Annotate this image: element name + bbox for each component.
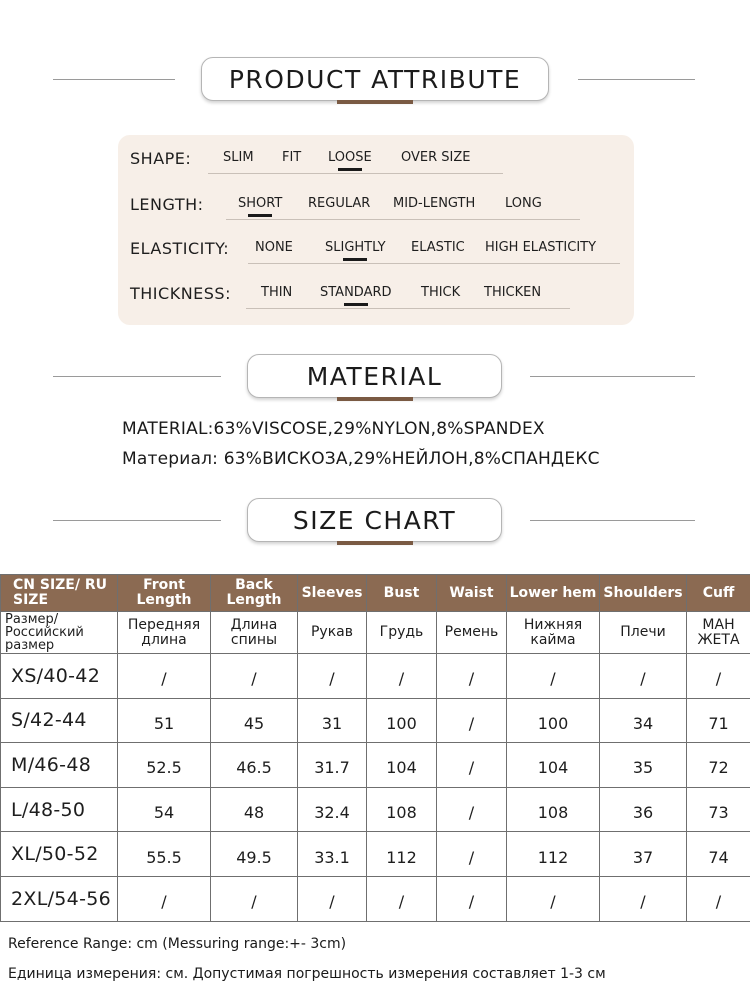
table-row xyxy=(1,787,750,832)
value-cell: / xyxy=(437,743,507,788)
header-line-right xyxy=(530,520,695,521)
column-header-ru: Размер/ Российский размер xyxy=(1,612,118,654)
header-line-left xyxy=(53,520,221,521)
table-row xyxy=(1,698,750,743)
attr-option: THICK xyxy=(421,285,461,300)
value-cell: / xyxy=(298,654,367,699)
material-text-en: MATERIAL:63%VISCOSE,29%NYLON,8%SPANDEX xyxy=(122,419,545,439)
value-cell: / xyxy=(437,787,507,832)
value-cell: / xyxy=(367,876,437,921)
value-cell: 73 xyxy=(687,787,750,832)
value-cell: 71 xyxy=(687,698,750,743)
value-cell: / xyxy=(687,654,750,699)
attr-label: SHAPE: xyxy=(130,149,192,168)
header-accent-bar xyxy=(337,397,413,401)
value-cell: 108 xyxy=(367,787,437,832)
value-cell: 36 xyxy=(600,787,687,832)
value-cell: / xyxy=(437,832,507,877)
size-cell: L/48-50 xyxy=(1,787,118,832)
value-cell: 72 xyxy=(687,743,750,788)
attr-option: OVER SIZE xyxy=(401,150,471,165)
header-accent-bar xyxy=(337,541,413,545)
column-header-ru: Плечи xyxy=(600,612,687,654)
column-header-ru: Грудь xyxy=(367,612,437,654)
value-cell: / xyxy=(437,876,507,921)
table-row xyxy=(1,654,750,699)
attr-option: FIT xyxy=(282,150,302,165)
value-cell: 55.5 xyxy=(118,832,211,877)
header-line-left xyxy=(53,79,175,80)
attr-option-selected: SLIGHTLY xyxy=(325,240,386,255)
attr-option: REGULAR xyxy=(308,196,371,211)
value-cell: / xyxy=(211,654,298,699)
value-cell: / xyxy=(507,876,600,921)
attr-row-shape xyxy=(130,145,630,175)
attr-option-selected: STANDARD xyxy=(320,285,392,300)
value-cell: 37 xyxy=(600,832,687,877)
attr-option-selected: SHORT xyxy=(238,196,283,211)
value-cell: / xyxy=(118,654,211,699)
column-header: Bust xyxy=(367,575,437,612)
attr-option: HIGH ELASTICITY xyxy=(485,240,597,255)
attr-option: ELASTIC xyxy=(411,240,465,255)
value-cell: 32.4 xyxy=(298,787,367,832)
attr-row-thickness xyxy=(130,280,630,310)
value-cell: 49.5 xyxy=(211,832,298,877)
attr-row-elasticity xyxy=(130,235,630,265)
column-header-ru: Нижняя кайма xyxy=(507,612,600,654)
attr-underline xyxy=(208,173,503,174)
reference-note-en: Reference Range: cm (Messuring range:+- 3cm) xyxy=(8,936,347,952)
column-header: Sleeves xyxy=(298,575,367,612)
value-cell: 46.5 xyxy=(211,743,298,788)
size-cell: XS/40-42 xyxy=(1,654,118,699)
value-cell: 33.1 xyxy=(298,832,367,877)
attr-underline xyxy=(248,263,620,264)
header-line-left xyxy=(53,376,221,377)
column-header: Lower hem xyxy=(507,575,600,612)
section-title: SIZE CHART xyxy=(247,498,502,542)
column-header-ru: МАН ЖЕТА xyxy=(687,612,750,654)
column-header: Back Length xyxy=(211,575,298,612)
attr-row-length xyxy=(130,191,630,221)
header-line-right xyxy=(578,79,695,80)
attr-label: ELASTICITY: xyxy=(130,239,230,258)
attr-option: SLIM xyxy=(223,150,254,165)
attr-underline xyxy=(226,219,580,220)
attr-option: NONE xyxy=(255,240,293,255)
value-cell: / xyxy=(118,876,211,921)
value-cell: 35 xyxy=(600,743,687,788)
reference-note-ru: Единица измерения: см. Допустимая погрешность измерения составляет 1-3 см xyxy=(8,966,606,982)
column-header: Shoulders xyxy=(600,575,687,612)
value-cell: 74 xyxy=(687,832,750,877)
value-cell: 34 xyxy=(600,698,687,743)
header-accent-bar xyxy=(337,100,413,104)
table-row xyxy=(1,832,750,877)
column-header-ru: Длина спины xyxy=(211,612,298,654)
attr-label: LENGTH: xyxy=(130,195,204,214)
size-chart-header xyxy=(0,498,750,544)
attr-option-selected: LOOSE xyxy=(328,150,372,165)
value-cell: 112 xyxy=(507,832,600,877)
column-header: Front Length xyxy=(118,575,211,612)
attr-underline xyxy=(246,308,570,309)
product-attribute-box xyxy=(118,135,634,325)
column-header: Cuff xyxy=(687,575,750,612)
value-cell: 31.7 xyxy=(298,743,367,788)
value-cell: 45 xyxy=(211,698,298,743)
size-cell: S/42-44 xyxy=(1,698,118,743)
column-header-ru: Ремень xyxy=(437,612,507,654)
column-header: CN SIZE/ RU SIZE xyxy=(1,575,118,612)
value-cell: 52.5 xyxy=(118,743,211,788)
attr-option: THICKEN xyxy=(484,285,542,300)
attr-label: THICKNESS: xyxy=(130,284,231,303)
value-cell: / xyxy=(687,876,750,921)
size-cell: M/46-48 xyxy=(1,743,118,788)
value-cell: / xyxy=(507,654,600,699)
table-row xyxy=(1,876,750,921)
attr-option: MID-LENGTH xyxy=(393,196,476,211)
section-title: PRODUCT ATTRIBUTE xyxy=(201,57,549,101)
value-cell: / xyxy=(367,654,437,699)
size-cell: XL/50-52 xyxy=(1,832,118,877)
value-cell: 112 xyxy=(367,832,437,877)
value-cell: 104 xyxy=(507,743,600,788)
value-cell: / xyxy=(211,876,298,921)
value-cell: 100 xyxy=(507,698,600,743)
column-header-ru: Передняя длина xyxy=(118,612,211,654)
section-title: MATERIAL xyxy=(247,354,502,398)
header-row-ru xyxy=(1,612,750,654)
value-cell: 108 xyxy=(507,787,600,832)
table-row xyxy=(1,743,750,788)
value-cell: / xyxy=(437,698,507,743)
column-header-ru: Рукав xyxy=(298,612,367,654)
product-attribute-header xyxy=(0,57,750,103)
attr-option: THIN xyxy=(261,285,293,300)
value-cell: 51 xyxy=(118,698,211,743)
size-chart-table xyxy=(0,574,750,922)
value-cell: 48 xyxy=(211,787,298,832)
value-cell: / xyxy=(298,876,367,921)
header-line-right xyxy=(530,376,695,377)
attr-option: LONG xyxy=(505,196,542,211)
value-cell: 54 xyxy=(118,787,211,832)
value-cell: / xyxy=(437,654,507,699)
value-cell: / xyxy=(600,654,687,699)
column-header: Waist xyxy=(437,575,507,612)
value-cell: 31 xyxy=(298,698,367,743)
header-row-en xyxy=(1,575,750,612)
value-cell: 100 xyxy=(367,698,437,743)
material-header xyxy=(0,354,750,400)
material-text-ru: Материал: 63%ВИСКОЗА,29%НЕЙЛОН,8%СПАНДЕКС xyxy=(122,449,600,469)
value-cell: 104 xyxy=(367,743,437,788)
value-cell: / xyxy=(600,876,687,921)
size-cell: 2XL/54-56 xyxy=(1,876,118,921)
